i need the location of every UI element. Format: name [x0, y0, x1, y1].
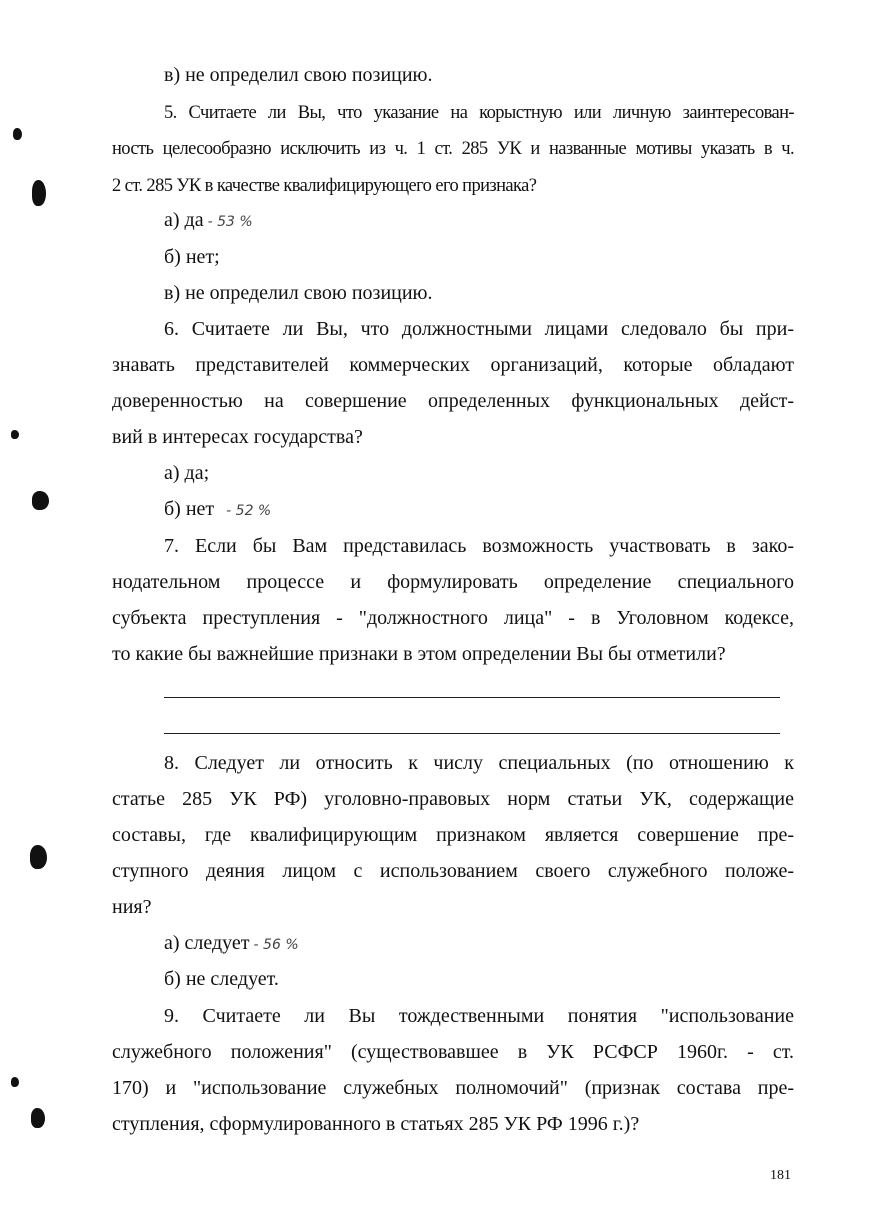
q8-option-a: а) следует - 56 %	[164, 932, 299, 954]
scan-speck	[31, 1108, 45, 1128]
scan-speck	[32, 180, 46, 206]
q5-option-c: в) не определил свою позицию.	[164, 282, 433, 304]
q5-option-a: а) да - 53 %	[164, 209, 253, 231]
q5-text-line-1: 5. Считаете ли Вы, что указание на корыстную или личную заинтересован-	[164, 103, 794, 123]
q8-text-line-2: статье 285 УК РФ) уголовно-правовых норм статьи УК, содержащие	[112, 788, 794, 810]
q5-text-line-3: 2 ст. 285 УК в качестве квалифицирующего его признака?	[112, 176, 537, 196]
q6-text-line-2: знавать представителей коммерческих организаций, которые обладают	[112, 354, 794, 376]
handwritten-note: - 52 %	[226, 503, 272, 519]
q6-text-line-3: доверенностью на совершение определенных функциональных дейст-	[112, 390, 794, 412]
q9-text-line-3: 170) и "использование служебных полномочий" (признак состава пре-	[112, 1077, 794, 1099]
answer-line-2	[164, 733, 780, 734]
q5-option-b: б) нет;	[164, 246, 220, 268]
q5-text-line-2: ность целесообразно исключить из ч. 1 ст. 285 УК и названные мотивы указать в ч.	[112, 139, 794, 159]
q9-text-line-1: 9. Считаете ли Вы тождественными понятия "использование	[164, 1005, 794, 1027]
q8-text-line-3: составы, где квалифицирующим признаком является совершение пре-	[112, 824, 794, 846]
scan-speck	[32, 491, 49, 510]
q9-text-line-2: служебного положения" (существовавшее в УК РСФСР 1960г. - ст.	[112, 1041, 794, 1063]
q8-text-line-5: ния?	[112, 896, 152, 918]
scan-speck	[11, 430, 19, 439]
scan-speck	[11, 1077, 19, 1087]
page-number: 181	[770, 1168, 791, 1183]
q8-option-b: б) не следует.	[164, 968, 279, 990]
handwritten-note: - 56 %	[253, 937, 299, 953]
q7-text-line-3: субъекта преступления - "должностного лица" - в Уголовном кодексе,	[112, 607, 794, 629]
q8-text-line-4: ступного деяния лицом с использованием своего служебного положе-	[112, 860, 794, 882]
scan-speck	[13, 128, 22, 140]
answer-line-1	[164, 697, 780, 698]
q7-text-line-1: 7. Если бы Вам представилась возможность участвовать в зако-	[164, 535, 794, 557]
q7-text-line-4: то какие бы важнейшие признаки в этом определении Вы бы отметили?	[112, 643, 726, 665]
handwritten-note: - 53 %	[207, 214, 253, 230]
q8-text-line-1: 8. Следует ли относить к числу специальных (по отношению к	[164, 752, 794, 774]
q6-text-line-4: вий в интересах государства?	[112, 426, 363, 448]
q7-text-line-2: нодательном процессе и формулировать определение специального	[112, 571, 794, 593]
q6-option-b: б) нет - 52 %	[164, 498, 272, 520]
q9-text-line-4: ступления, сформулированного в статьях 285 УК РФ 1996 г.)?	[112, 1113, 640, 1135]
q4-option-c: в) не определил свою позицию.	[164, 64, 433, 86]
scan-speck	[30, 845, 47, 869]
q6-text-line-1: 6. Считаете ли Вы, что должностными лицами следовало бы при-	[164, 318, 794, 340]
q6-option-a: а) да;	[164, 462, 210, 484]
